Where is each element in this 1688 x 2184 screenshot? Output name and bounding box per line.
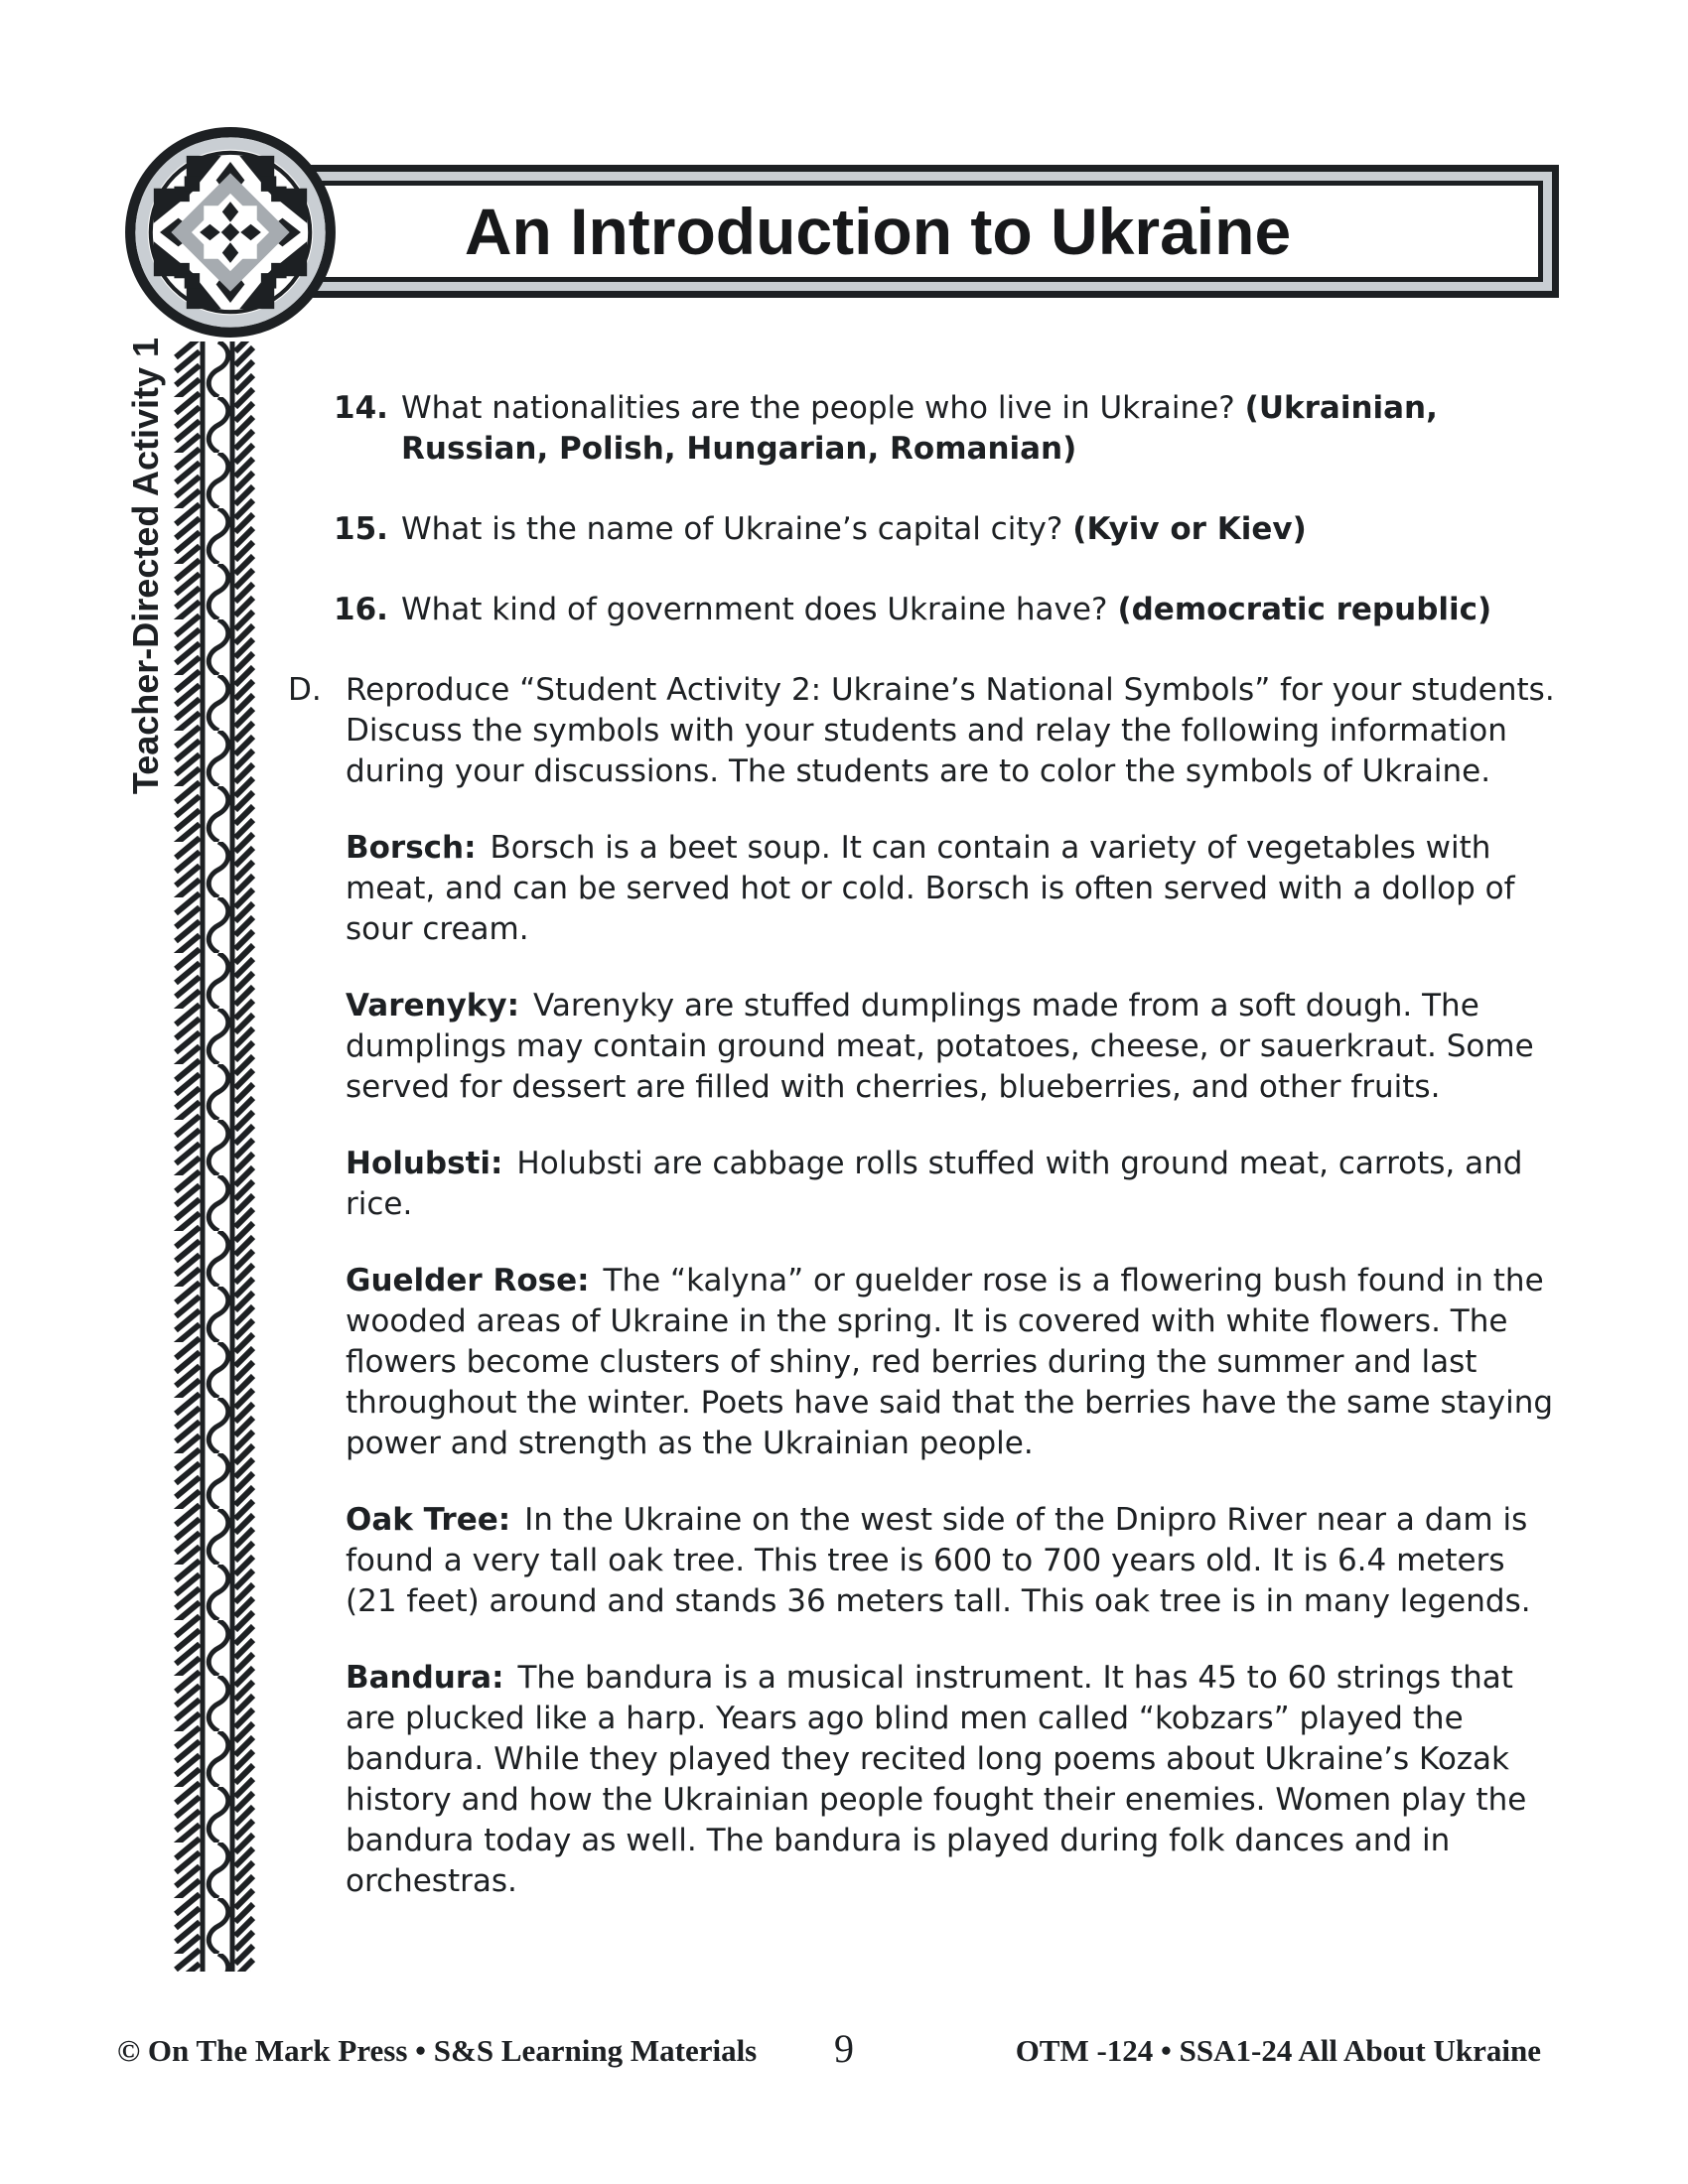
symbol-description: In the Ukraine on the west side of the Dnipro River near a dam is found a very tall oak tree. This tree is 600 to 700 years old. It is 6.4 meters (21 feet) around and stands 36 meters tall. This oak tree is in many legends. [346, 1502, 1531, 1619]
symbol-paragraph-guelder-rose [346, 1261, 1555, 1464]
symbol-description: Borsch is a beet soup. It can contain a variety of vegetables with meat, and can be served hot or cold. Borsch is often served with a dollop of sour cream. [346, 830, 1515, 947]
decorative-border [174, 341, 255, 1972]
symbol-description: The bandura is a musical instrument. It has 45 to 60 strings that are plucked like a harp. Years ago blind men called “kobzars” played the bandura. While they played they recited long poems about Ukraine’s Kozak history and how the Ukrainian people fought their enemies. Women play the bandura today as well. The bandura is played during folk dances and in orchestras. [346, 1660, 1527, 1899]
question-text: What is the name of Ukraine’s capital city? (Kyiv or Kiev) [401, 511, 1307, 547]
symbol-paragraph-bandura [346, 1658, 1555, 1902]
main-content [288, 388, 1555, 1938]
question-number: 16. [334, 592, 388, 627]
answer-text: (democratic republic) [1117, 592, 1492, 627]
symbol-paragraph-holubsti [346, 1144, 1555, 1225]
symbol-description: The “kalyna” or guelder rose is a flowering bush found in the wooded areas of Ukraine in the spring. It is covered with white flowers. The flowers become clusters of shiny, red berries during the summer and last throughout the winter. Poets have said that the berries have the same staying power and strength as the Ukrainian people. [346, 1263, 1554, 1461]
question-14 [288, 388, 1555, 470]
question-number: 15. [334, 511, 388, 547]
question-text: What nationalities are the people who live in Ukraine? (Ukrainian, Russian, Polish, Hungarian, Romanian) [401, 390, 1438, 467]
footer-publisher: © On The Mark Press • S&S Learning Materials [117, 2033, 758, 2068]
symbol-term: Bandura: [346, 1660, 504, 1696]
symbol-description: Varenyky are stuffed dumplings made from a soft dough. The dumplings may contain ground meat, potatoes, cheese, or sauerkraut. Some served for dessert are filled with cherries, blueberries, and other fruits. [346, 988, 1534, 1105]
symbol-description: Holubsti are cabbage rolls stuffed with ground meat, carrots, and rice. [346, 1146, 1523, 1222]
ukrainian-quilt-star-icon [123, 125, 338, 340]
symbol-paragraph-varenyky [346, 986, 1555, 1108]
title-banner [197, 165, 1559, 298]
symbol-paragraph-borsch [346, 828, 1555, 950]
symbol-term: Varenyky: [346, 988, 520, 1024]
page-title: An Introduction to Ukraine [464, 195, 1292, 268]
question-number: 14. [334, 390, 388, 426]
answer-text: (Ukrainian, Russian, Polish, Hungarian, Romanian) [401, 390, 1438, 467]
section-d-text: Reproduce “Student Activity 2: Ukraine’s National Symbols” for your students. Discuss the symbols with your students and relay the following information during your discussions. The students are to color the symbols of Ukraine. [346, 672, 1555, 789]
question-15 [288, 509, 1555, 550]
question-16 [288, 590, 1555, 630]
title-banner-inner [212, 181, 1543, 282]
symbol-term: Borsch: [346, 830, 477, 866]
question-text: What kind of government does Ukraine have? (democratic republic) [401, 592, 1492, 627]
footer-page-number: 9 [834, 2026, 854, 2071]
symbol-term: Holubsti: [346, 1146, 503, 1181]
section-d [288, 670, 1555, 792]
sidebar-activity-label: Teacher-Directed Activity 1 [125, 337, 166, 795]
answer-text: (Kyiv or Kiev) [1072, 511, 1307, 547]
symbol-term: Guelder Rose: [346, 1263, 590, 1298]
section-letter: D. [288, 672, 322, 708]
symbol-paragraph-oak-tree [346, 1500, 1555, 1622]
symbol-term: Oak Tree: [346, 1502, 511, 1538]
footer-product-code: OTM -124 • SSA1-24 All About Ukraine [1015, 2033, 1541, 2068]
